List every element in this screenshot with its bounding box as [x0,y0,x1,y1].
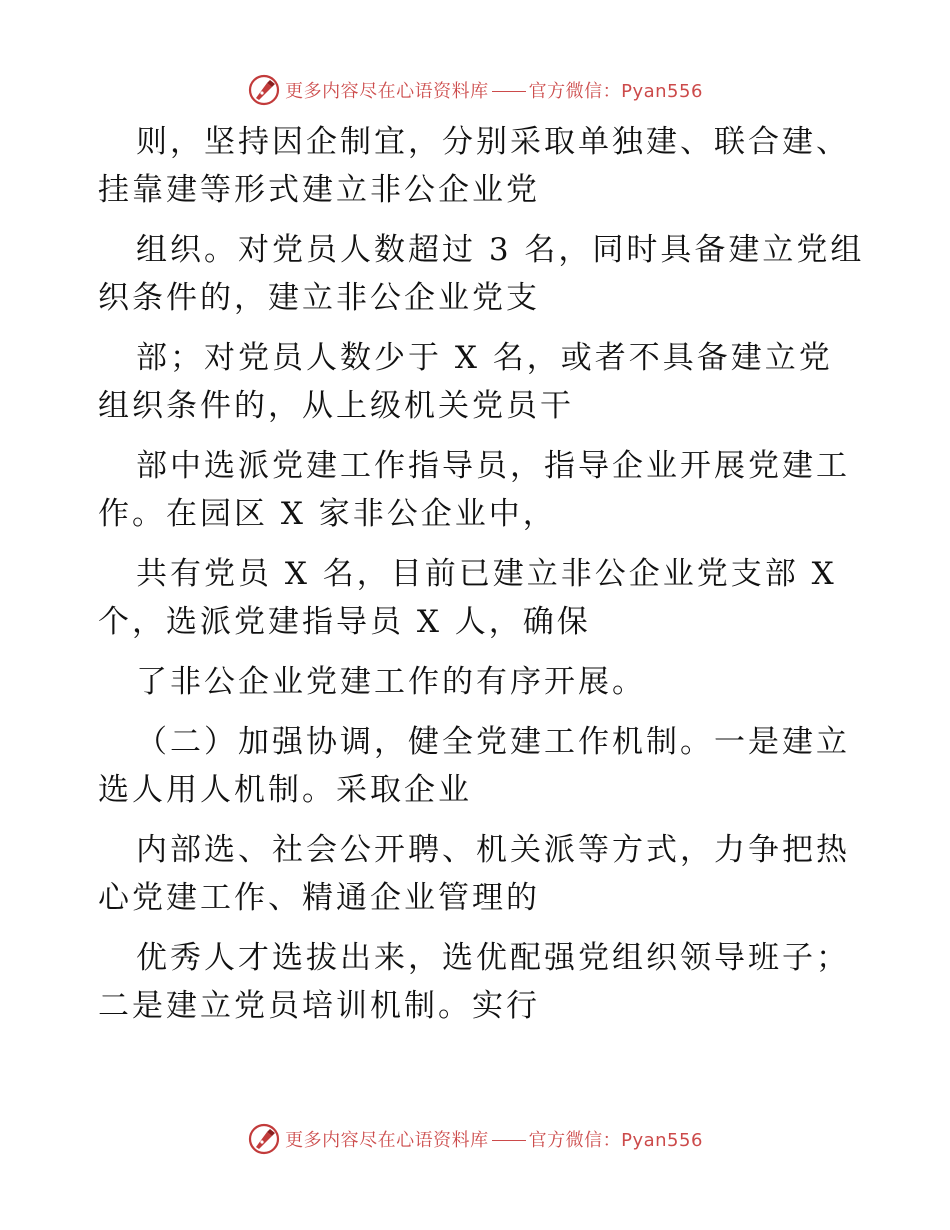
text-line: 内部选、社会公开聘、机关派等方式，力争把热 [136,832,850,868]
text-line: 部；对党员人数少于 X 名，或者不具备建立党 [136,340,833,376]
text-line: 作。在园区 X 家非公企业中， [98,496,557,532]
text-line: 选人用人机制。采取企业 [98,772,472,808]
paragraph [98,826,868,922]
paragraph [98,934,868,1030]
paragraph [98,442,868,538]
paragraph [98,550,868,646]
watermark-suffix-text: 官方微信：Pyan556 [528,1130,703,1151]
text-line: 二是建立党员培训机制。实行 [98,988,540,1024]
document-body [98,118,868,1042]
watermark-main-text: 更多内容尽在心语资料库 [285,1130,489,1151]
watermark-suffix-text: 官方微信：Pyan556 [528,81,703,102]
text-line: 部中选派党建工作指导员，指导企业开展党建工 [136,448,850,484]
paragraph [98,658,868,706]
text-line: 个，选派党建指导员 X 人，确保 [98,604,591,640]
text-line: 心党建工作、精通企业管理的 [98,880,540,916]
text-line: 了非公企业党建工作的有序开展。 [136,664,646,700]
paragraph [98,334,868,430]
text-line: （二）加强协调，健全党建工作机制。一是建立 [136,724,850,760]
text-line: 织条件的，建立非公企业党支 [98,280,540,316]
watermark-dash [492,1140,526,1141]
footer-watermark [0,1119,950,1159]
header-watermark [0,70,950,110]
pen-nib-logo-icon [247,73,281,107]
paragraph [98,718,868,814]
text-line: 组织。对党员人数超过 3 名，同时具备建立党组 [136,232,865,268]
paragraph [98,118,868,214]
text-line: 挂靠建等形式建立非公企业党 [98,172,540,208]
text-line: 则，坚持因企制宜，分别采取单独建、联合建、 [136,124,850,160]
text-line: 共有党员 X 名，目前已建立非公企业党支部 X [136,556,837,592]
text-line: 优秀人才选拔出来，选优配强党组织领导班子； [136,940,850,976]
paragraph [98,226,868,322]
pen-nib-logo-icon [247,1122,281,1156]
watermark-dash [492,91,526,92]
watermark-main-text: 更多内容尽在心语资料库 [285,81,489,102]
text-line: 组织条件的，从上级机关党员干 [98,388,574,424]
